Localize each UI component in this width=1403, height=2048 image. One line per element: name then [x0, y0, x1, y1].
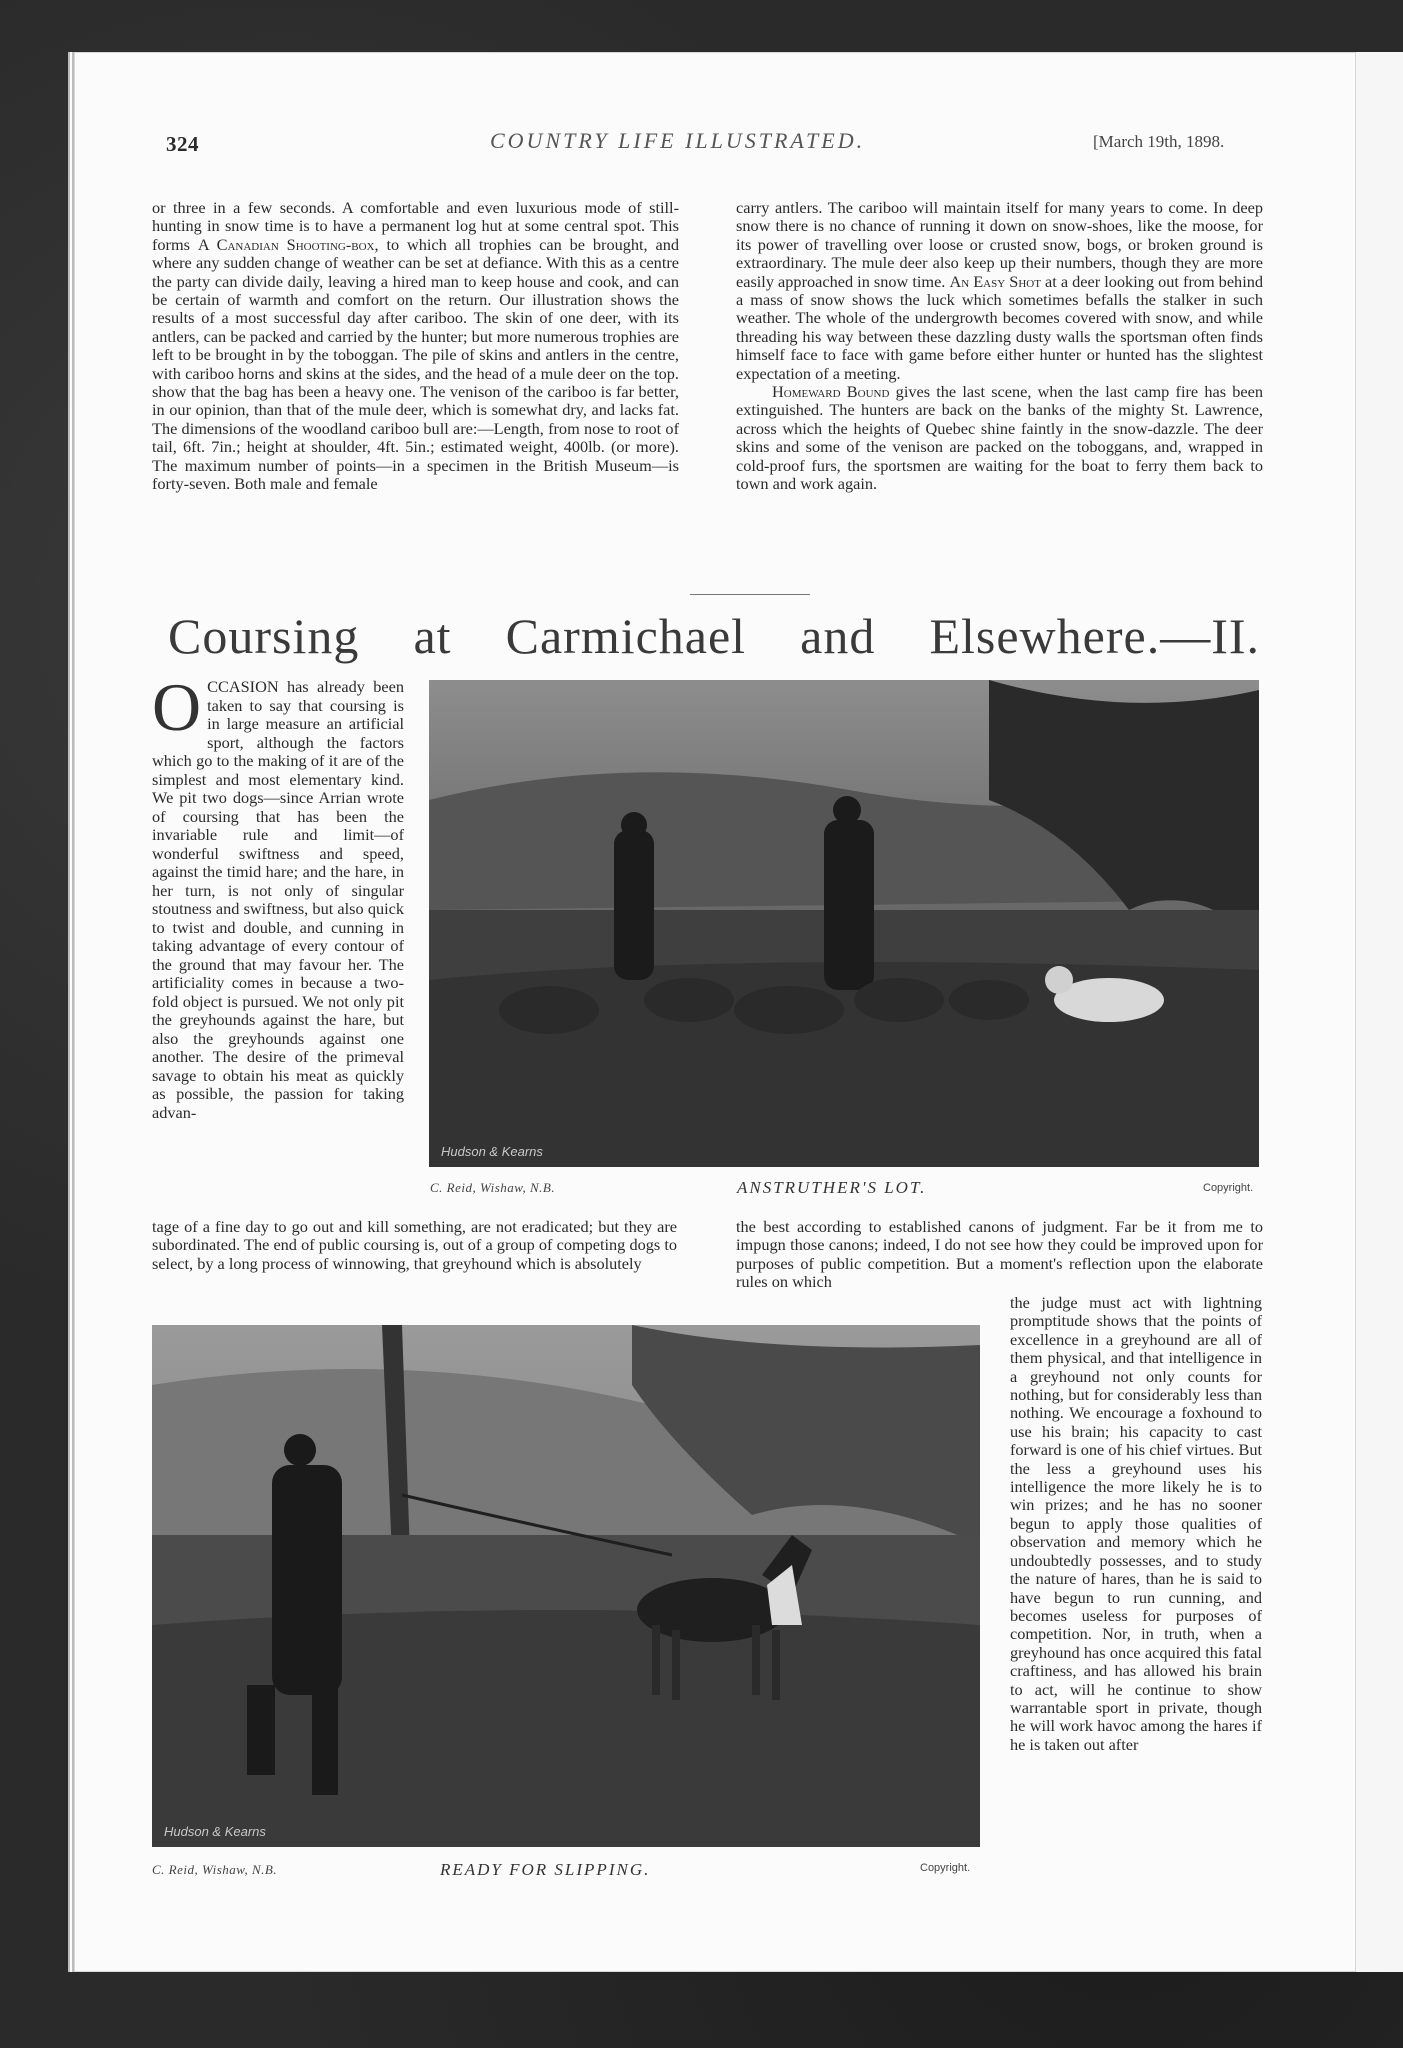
top-article-left-column [152, 199, 679, 494]
paragraph [736, 199, 1263, 383]
text-run: or three in a few seconds. A comfortable and even luxurious mode of still-hunting in snow time is to have a permanent log hut at some central spot. This forms [152, 198, 679, 254]
article-continued-left: tage of a fine day to go out and kill something, are not eradicated; but they are subordinated. The end of public coursing is, out of a group of competing dogs to select, by a long process of winnowing, that greyhound which is absolutely [152, 1217, 677, 1273]
photo-copyright: Copyright. [920, 1862, 971, 1874]
photo-copyright: Copyright. [1203, 1182, 1254, 1194]
facing-page-edge [1350, 52, 1403, 1972]
photo-caption-title: READY FOR SLIPPING. [440, 1860, 651, 1879]
drop-cap: O [152, 669, 202, 745]
photo-anstruthers-lot [429, 680, 1259, 1167]
text-run: carry antlers. The cariboo will maintain itself for many years to come. In deep snow there is no chance of running it down on snow-shoes, like the moose, for its power of travelling over loose or crusted snow, bogs, or broken ground is extraordinary. The mule deer also keep up their numbers, though they are more easily approached in snow time. [736, 198, 1263, 291]
text-run: at a deer looking out from behind a mass of snow shows the luck which sometimes befalls the stalker in such weather. The whole of the undergrowth becomes covered with snow, and while threading his way between these dazzling dusty walls the sportsman often finds himself face to face with game before either hunter or hunted has the slightest expectation of a meeting. [736, 271, 1263, 383]
small-caps-run: Homeward Bound [772, 382, 890, 402]
photo-ready-for-slipping [152, 1325, 980, 1847]
small-caps-run: An Easy Shot [949, 271, 1041, 291]
intro-text: has already been taken to say that coursing is in large measure an artificial sport, although the factors which go to the making of it are of the simplest and most elementary kind. We pit two dogs—since Arrian wrote of coursing that has been the invariable rule and limit—of wonderful swiftness and speed, against the timid hare; and the hare, in her turn, is not only of singular stoutness and swiftness, but also quick to twist and double, and cunning in taking advantage of every contour of the ground that may favour her. The artificiality comes in because a two-fold object is pursued. We not only pit the greyhounds against the hare, but also the greyhounds against one another. The desire of the primeval savage to obtain his meat as quickly as possible, the passion for taking advan- [152, 677, 404, 1122]
article-side-column: the judge must act with lightning promptitude shows that the points of excellence in a greyhound are all of them physical, and that intelligence in a greyhound not only counts for nothing, but for considerably less than nothing. We encourage a foxhound to use his brain; his capacity to cast forward is one of his chief virtues. But the less a greyhound uses his intelligence the more likely he is to win prizes; and he has no sooner begun to apply those qualities of observation and memory which he undoubtedly possesses, and to study the nature of hares, than he is said to have begun to run cunning, and becomes useless for purposes of competition. Nor, in truth, when a greyhound has once acquired this fatal craftiness, and has allowed his brain to act, will he continue to show warrantable sport in private, though he will work havoc among the hares if he is taken out after [1010, 1293, 1262, 1754]
issue-date: [March 19th, 1898. [1093, 132, 1225, 151]
photo-illustration [429, 680, 1259, 1167]
publication-title: COUNTRY LIFE ILLUSTRATED. [490, 128, 866, 153]
photo-caption-title: ANSTRUTHER'S LOT. [737, 1178, 927, 1197]
paragraph [736, 383, 1263, 493]
paragraph [152, 199, 679, 494]
section-divider [690, 594, 810, 595]
photographer-mark: Hudson & Kearns [441, 1144, 543, 1159]
article-headline: Coursing at Carmichael and Elsewhere.—II. [168, 608, 1260, 664]
page-number: 324 [166, 132, 199, 156]
photo-illustration [152, 1325, 980, 1847]
photographer-mark: Hudson & Kearns [164, 1824, 266, 1839]
photo-credit: C. Reid, Wishaw, N.B. [430, 1180, 556, 1195]
text-run: gives the last scene, when the last camp fire has been extinguished. The hunters are back on the banks of the mighty St. Lawrence, across which the heights of Quebec shine faintly in the snow-dazzle. The deer skins and some of the venison are packed on the toboggans, and, wrapped in cold-proof furs, the sportsmen are waiting for the boat to ferry them back to town and work again. [736, 382, 1264, 494]
article-continued-right: the best according to established canons of judgment. Far be it from me to impugn those canons; indeed, I do not see how they could be improved upon for purposes of public competition. But a moment's reflection upon the elaborate rules on which [736, 1217, 1263, 1292]
top-article-right-column [736, 199, 1263, 494]
photo-credit: C. Reid, Wishaw, N.B. [152, 1862, 278, 1877]
small-caps-run: A Canadian Shooting-box [197, 234, 375, 254]
opening-caps: CCASION [207, 677, 279, 696]
article-intro-column [152, 669, 404, 1122]
text-run: , to which all trophies can be brought, and where any sudden change of weather can be set at defiance. With this as a centre the party can divide daily, leaving a hired man to keep house and cook, and can be certain of warmth and comfort on the return. Our illustration shows the results of a most successful day after cariboo. The skin of one deer, with its antlers, can be packed and carried by the hunter; but more numerous trophies are left to be brought in by the toboggan. The pile of skins and antlers in the centre, with cariboo horns and skins at the sides, and the head of a mule deer on the top. show that the bag has been a heavy one. The venison of the cariboo is far better, in our opinion, than that of the mule deer, which is somewhat dry, and lacks fat. The dimensions of the woodland cariboo bull are:—Length, from nose to root of tail, 6ft. 7in.; height at shoulder, 4ft. 5in.; estimated weight, 400lb. (or more). The maximum number of points—in a specimen in the British Museum—is forty-seven. Both male and female [152, 234, 679, 494]
